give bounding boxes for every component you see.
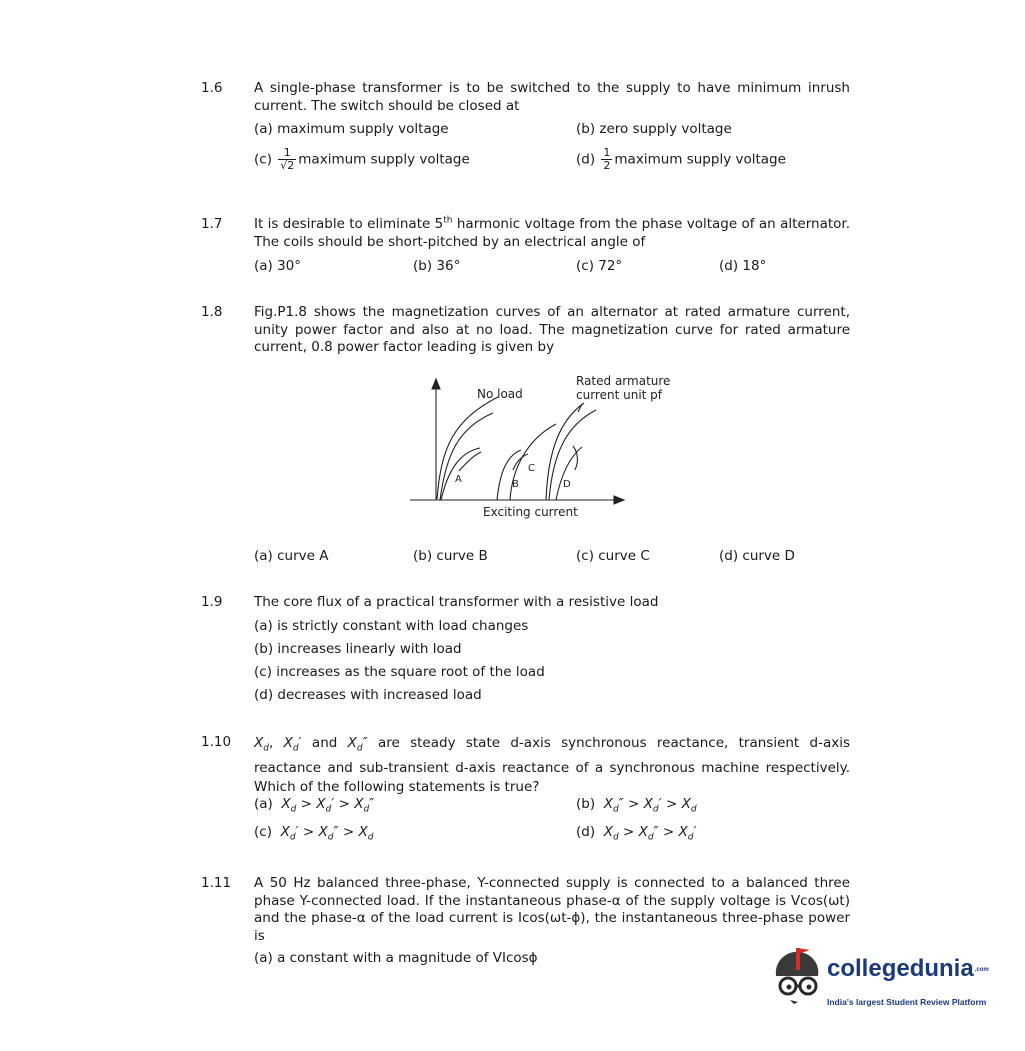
curve-b-label: B <box>512 479 519 490</box>
option-a: (a) is strictly constant with load changes <box>254 618 529 634</box>
option-d: (d) decreases with increased load <box>254 687 482 703</box>
gt-sign: > <box>334 796 355 812</box>
x-axis-arrow <box>614 496 624 504</box>
option-d-label: (d) <box>576 824 596 840</box>
rated-label-line2: current unit pf <box>576 388 663 402</box>
symbol-xd: $X_d$ <box>281 796 297 815</box>
curve-a-arrow <box>459 452 481 471</box>
stem-text: and <box>301 735 348 751</box>
question-number: 1.11 <box>201 875 232 891</box>
curve-b-line <box>497 450 521 500</box>
separator: , <box>268 735 274 751</box>
gt-sign: > <box>661 796 682 812</box>
gt-sign: > <box>618 824 639 840</box>
option-b <box>576 796 697 819</box>
option-d-text: maximum supply voltage <box>614 151 786 168</box>
option-a: (a) maximum supply voltage <box>254 121 449 137</box>
rated-label-line1: Rated armature <box>576 374 671 388</box>
stem-text: are steady state d-axis synchronous reactance, transient d-axis reactance and sub-transient d-axis reactance of a synchronous machine respectively. Which of the following statements is true? <box>254 735 851 795</box>
option-c-label: (c) <box>254 151 272 168</box>
option-b: (b) curve B <box>413 548 488 564</box>
question-number: 1.6 <box>201 80 223 96</box>
stem-text: It is desirable to eliminate 5 <box>254 216 444 232</box>
y-axis-arrow <box>432 379 440 389</box>
question-stem: A 50 Hz balanced three-phase, Y-connected supply is connected to a balanced three phase Y-connected load. If the instantaneous phase-α of the supply voltage is Vcos(ωt) and the phase-α of the load current is Icos(ωt-ϕ), the instantaneous three-phase power is <box>254 875 850 944</box>
stem-superscript: th <box>443 215 453 226</box>
fraction-denominator: √2 <box>280 159 295 172</box>
x-axis-label: Exciting current <box>483 505 578 519</box>
symbol-xd-double-prime: $X_d''$ <box>354 796 375 815</box>
option-a: (a) a constant with a magnitude of VIcosϕ <box>254 950 538 966</box>
option-d-label: (d) <box>576 151 596 168</box>
no-load-label: No load <box>477 387 523 401</box>
option-a-label: (a) <box>254 796 273 812</box>
fraction-numerator: 1 <box>603 146 611 159</box>
option-d: (d) 18° <box>719 258 767 274</box>
option-c: (c) curve C <box>576 548 650 564</box>
gt-sign: > <box>658 824 679 840</box>
option-a <box>254 796 374 819</box>
fraction-numerator: 1 <box>278 147 296 160</box>
option-d <box>576 824 697 847</box>
symbol-xd: $X_d$ <box>254 735 269 754</box>
option-b-label: (b) <box>576 796 596 812</box>
symbol-xd-double-prime: $X_d''$ <box>347 735 368 754</box>
option-c-label: (c) <box>254 824 272 840</box>
gt-sign: > <box>623 796 644 812</box>
option-c-text: maximum supply voltage <box>298 151 470 168</box>
question-number: 1.10 <box>201 734 232 750</box>
option-d: (d) curve D <box>719 548 795 564</box>
question-stem: Fig.P1.8 shows the magnetization curves of an alternator at rated armature current, unity power factor and also at no load. The magnetization curve for rated armature current, 0.8 power factor leading is given by <box>254 304 850 355</box>
option-b: (b) zero supply voltage <box>576 121 732 137</box>
curve-c-label: C <box>528 463 535 474</box>
option-c <box>254 824 373 847</box>
mascot-icon <box>768 946 826 1006</box>
logo-suffix: .com <box>974 966 989 973</box>
option-a: (a) curve A <box>254 548 329 564</box>
symbol-xd: $X_d$ <box>681 796 697 815</box>
gt-sign: > <box>338 824 359 840</box>
symbol-xd: $X_d$ <box>603 824 619 843</box>
option-b: (b) increases linearly with load <box>254 641 462 657</box>
symbol-xd-prime: $X_d'$ <box>678 824 697 843</box>
symbol-xd-prime: $X_d'$ <box>643 796 662 815</box>
curve-a-label: A <box>455 474 462 485</box>
stem-text: harmonic voltage from the phase voltage of an alternator. The coils should be short-pitched by an electrical angle of <box>254 216 850 250</box>
gt-sign: > <box>296 796 317 812</box>
no-load-curve-2 <box>440 413 493 500</box>
collegedunia-logo <box>768 946 998 1006</box>
question-stem <box>254 734 850 797</box>
symbol-xd-prime: $X_d'$ <box>316 796 335 815</box>
question-number: 1.8 <box>201 304 223 320</box>
curve-b-arrow <box>513 454 528 470</box>
gt-sign: > <box>298 824 319 840</box>
symbol-xd-double-prime: $X_d''$ <box>638 824 659 843</box>
curve-d-label: D <box>563 479 571 490</box>
symbol-xd-prime: $X_d'$ <box>283 735 302 754</box>
option-a: (a) 30° <box>254 258 302 274</box>
question-stem: A single-phase transformer is to be switched to the supply to have minimum inrush current. The switch should be closed at <box>254 80 850 114</box>
symbol-xd-double-prime: $X_d''$ <box>603 796 624 815</box>
logo-tagline: India's largest Student Review Platform <box>827 997 987 1007</box>
symbol-xd: $X_d$ <box>358 824 374 843</box>
logo-wordmark: collegedunia.com <box>827 955 989 982</box>
rated-curve-2 <box>549 410 596 500</box>
question-number: 1.7 <box>201 216 223 232</box>
symbol-xd-double-prime: $X_d''$ <box>318 824 339 843</box>
rated-pointer <box>578 404 582 412</box>
question-stem: The core flux of a practical transformer with a resistive load <box>254 594 659 610</box>
option-b: (b) 36° <box>413 258 461 274</box>
option-c: (c) increases as the square root of the load <box>254 664 545 680</box>
symbol-xd-prime: $X_d'$ <box>280 824 299 843</box>
question-number: 1.9 <box>201 594 223 610</box>
curve-d-line <box>556 447 582 500</box>
curve-d-arrow <box>573 446 577 470</box>
fraction-denominator: 2 <box>603 159 611 172</box>
option-c: (c) 72° <box>576 258 623 274</box>
